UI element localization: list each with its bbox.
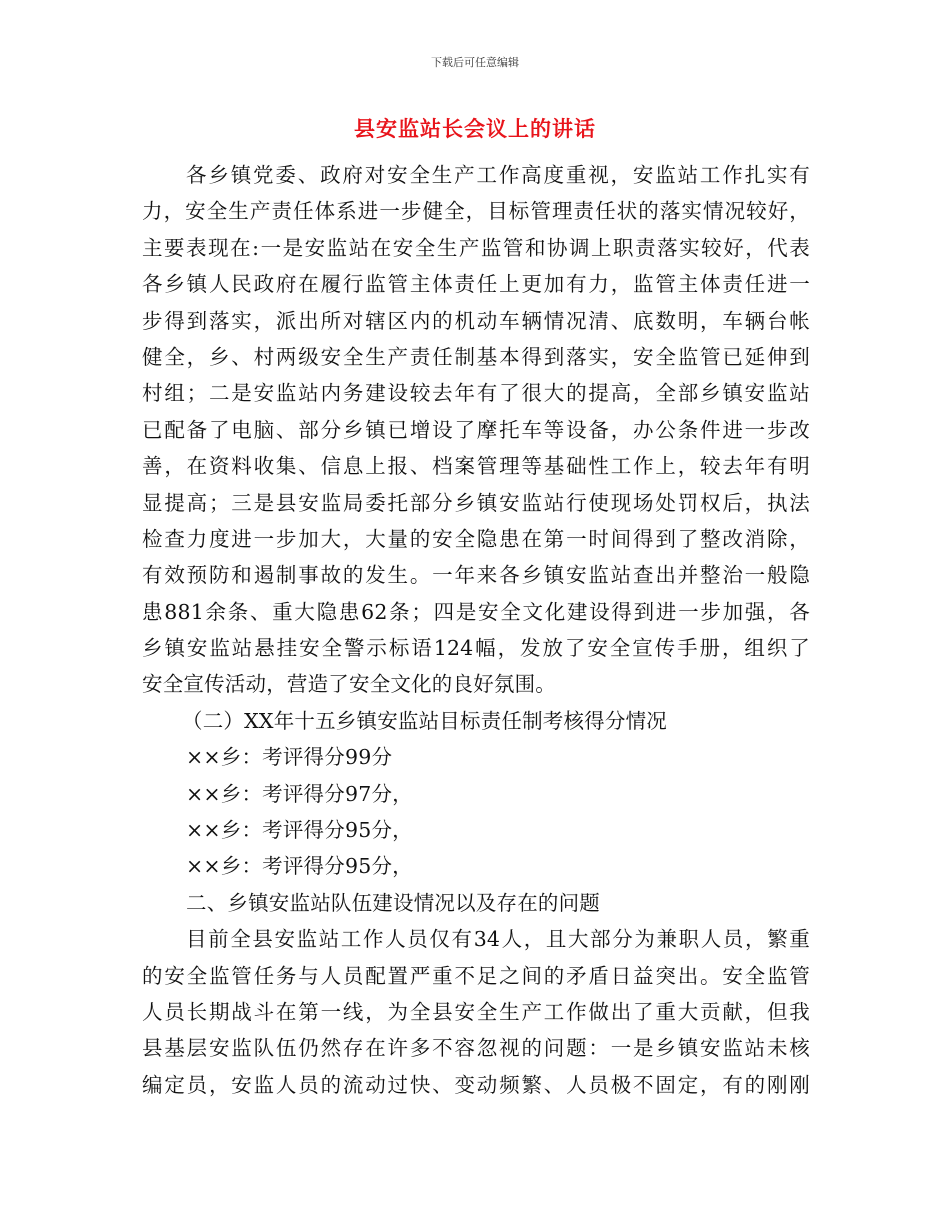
document-title: 县安监站长会议上的讲话 xyxy=(354,117,596,141)
body-line: 健全，乡、村两级安全生产责任制基本得到落实，安全监管已延伸到 xyxy=(142,344,810,369)
document-body xyxy=(142,157,810,1103)
body-line: 安全宣传活动，营造了安全文化的良好氛围。 xyxy=(142,672,556,697)
score-item: ××乡：考评得分95分， xyxy=(186,818,413,843)
section-heading: （二）XX年十五乡镇安监站目标责任制考核得分情况 xyxy=(182,708,667,733)
section-heading: 二、乡镇安监站队伍建设情况以及存在的问题 xyxy=(186,890,600,915)
body-line: 已配备了电脑、部分乡镇已增设了摩托车等设备，办公条件进一步改 xyxy=(142,417,810,442)
body-line: 县基层安监队伍仍然存在许多不容忽视的问题：一是乡镇安监站未核 xyxy=(142,1036,810,1061)
page-header-note: 下载后可任意编辑 xyxy=(431,56,519,69)
score-item: ××乡：考评得分97分， xyxy=(186,781,413,806)
body-line: 有效预防和遏制事故的发生。一年来各乡镇安监站查出并整治一般隐 xyxy=(142,563,810,588)
body-line: 步得到落实，派出所对辖区内的机动车辆情况清、底数明，车辆台帐 xyxy=(142,308,810,333)
body-line: 乡镇安监站悬挂安全警示标语124幅，发放了安全宣传手册，组织了 xyxy=(142,636,810,661)
body-line: 力，安全生产责任体系进一步健全，目标管理责任状的落实情况较好， xyxy=(142,199,810,224)
body-line: 村组；二是安监站内务建设较去年有了很大的提高，全部乡镇安监站 xyxy=(142,381,810,406)
score-item: ××乡：考评得分95分， xyxy=(186,854,413,879)
body-line: 善，在资料收集、信息上报、档案管理等基础性工作上，较去年有明 xyxy=(142,454,810,479)
body-line: 目前全县安监站工作人员仅有34人，且大部分为兼职人员，繁重 xyxy=(186,927,810,952)
body-line: 人员长期战斗在第一线，为全县安全生产工作做出了重大贡献，但我 xyxy=(142,999,810,1024)
body-line: 各乡镇党委、政府对安全生产工作高度重视，安监站工作扎实有 xyxy=(186,163,810,187)
body-line: 检查力度进一步加大，大量的安全隐患在第一时间得到了整改消除， xyxy=(142,526,810,551)
body-line: 主要表现在:一是安监站在安全生产监管和协调上职责落实较好，代表 xyxy=(142,235,810,260)
body-line: 各乡镇人民政府在履行监管主体责任上更加有力，监管主体责任进一 xyxy=(142,272,810,297)
body-line: 的安全监管任务与人员配置严重不足之间的矛盾日益突出。安全监管 xyxy=(142,963,810,988)
body-line: 显提高；三是县安监局委托部分乡镇安监站行使现场处罚权后，执法 xyxy=(142,490,810,515)
score-item: ××乡：考评得分99分 xyxy=(186,745,393,770)
body-line: 编定员，安监人员的流动过快、变动频繁、人员极不固定，有的刚刚 xyxy=(142,1072,810,1097)
body-line: 患881余条、重大隐患62条；四是安全文化建设得到进一步加强，各 xyxy=(142,599,810,624)
